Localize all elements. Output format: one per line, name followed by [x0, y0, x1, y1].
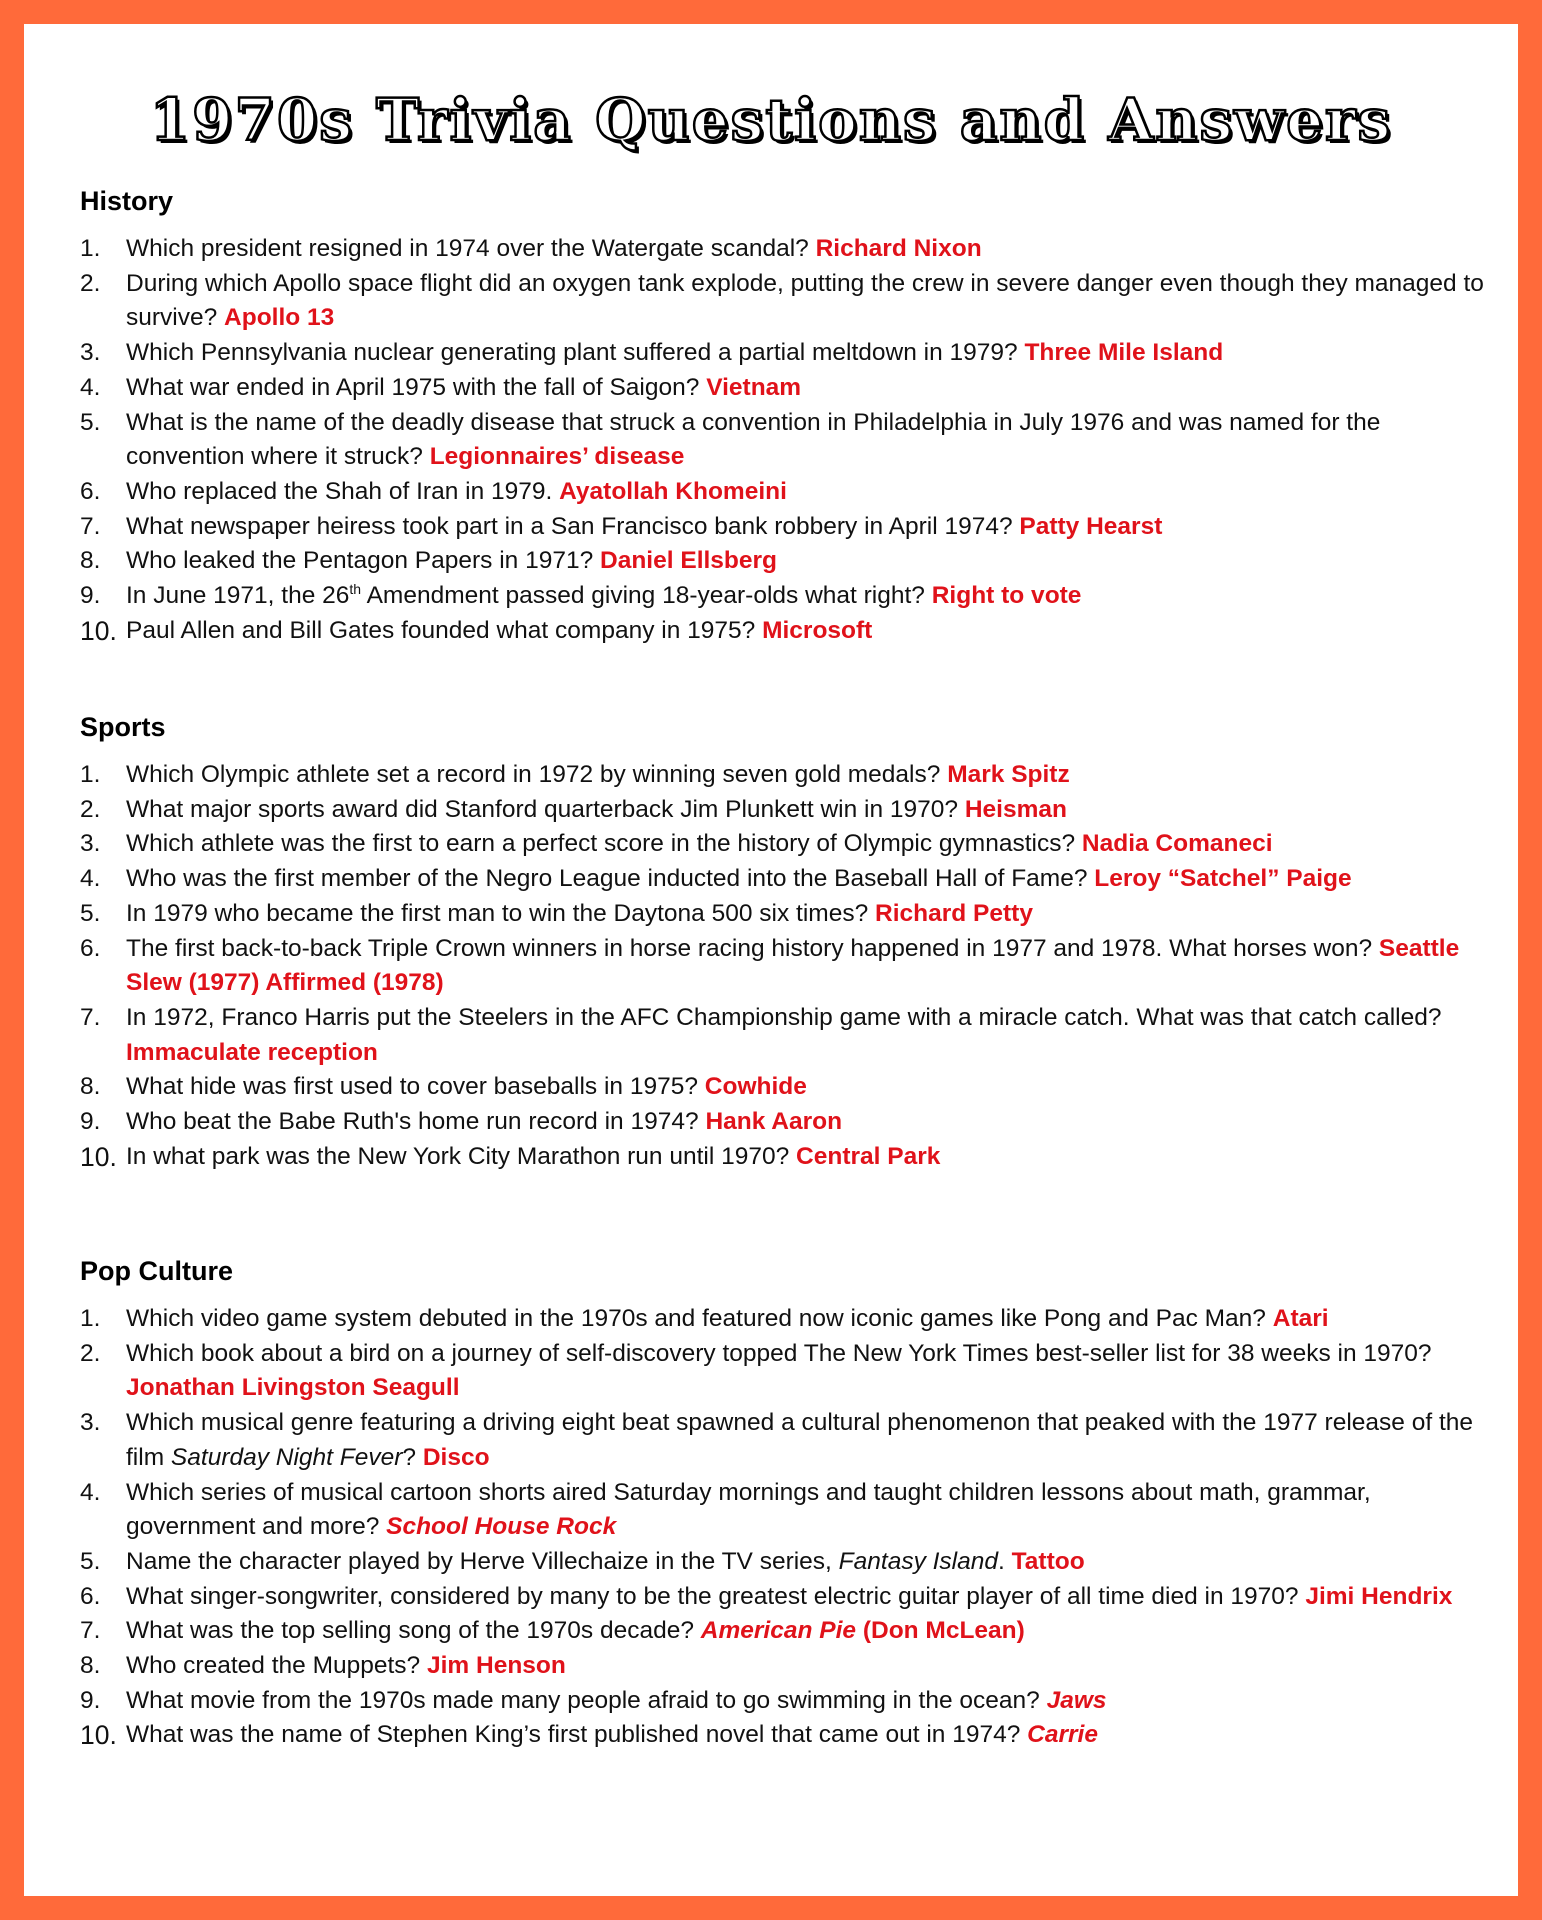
question-number: 1. — [80, 235, 101, 262]
answer-text: Atari — [1272, 1305, 1329, 1332]
question-list — [80, 232, 1490, 648]
question-number: 6. — [80, 477, 101, 505]
answer-text: Disco — [422, 1443, 490, 1471]
answer-text: Central Park — [796, 1142, 941, 1170]
question-text: ? — [402, 1443, 423, 1471]
answer-text: Heisman — [964, 795, 1067, 823]
answer-text: Ayatollah Khomeini — [559, 477, 787, 505]
question-number: 2. — [80, 269, 101, 297]
question-list — [80, 1302, 1490, 1753]
question-text: th — [349, 580, 362, 597]
answer-text: Immaculate reception — [126, 1038, 378, 1066]
answer-text: Microsoft — [762, 616, 873, 644]
question-number: 1. — [80, 761, 101, 788]
question-item — [80, 1105, 1490, 1140]
answer-text: Three Mile Island — [1024, 339, 1224, 367]
question-number: 10. — [80, 615, 117, 646]
question-item — [80, 544, 1490, 579]
question-number: 5. — [80, 899, 101, 927]
question-text: What hide was first used to cover baseballs in 1975? — [126, 1073, 705, 1101]
question-number: 6. — [80, 1582, 101, 1610]
question-text: What was the top selling song of the 1970s decade? — [126, 1617, 701, 1645]
question-number: 1. — [80, 1305, 101, 1332]
question-item — [80, 1070, 1490, 1105]
question-number: 5. — [80, 1547, 101, 1575]
section-history — [80, 182, 1490, 648]
question-number: 3. — [80, 339, 101, 367]
question-text: Which president resigned in 1974 over the Watergate scandal? — [126, 235, 816, 262]
question-number: 3. — [80, 1409, 101, 1437]
answer-text: Richard Nixon — [815, 235, 982, 262]
question-text: Who replaced the Shah of Iran in 1979. — [126, 477, 560, 505]
question-text: Which musical genre featuring a driving eight beat spawned a cultural phenomenon that peaked with the 1977 release of the film — [126, 1409, 1473, 1471]
question-text: Fantasy Island — [838, 1547, 999, 1575]
question-item — [80, 614, 1490, 649]
question-text: . — [998, 1547, 1012, 1575]
answer-text: Right to vote — [931, 582, 1082, 610]
answer-text: Jonathan Livingston Seagull — [126, 1374, 460, 1402]
question-item — [80, 371, 1490, 406]
section-sports — [80, 708, 1490, 1174]
answer-text: Legionnaires’ disease — [429, 443, 685, 471]
answer-text: Seattle Slew (1977) Affirmed (1978) — [126, 934, 1460, 997]
question-text: Which video game system debuted in the 1970s and featured now iconic games like Pong and Pac Man? — [126, 1305, 1273, 1332]
question-text: During which Apollo space flight did an oxygen tank explode, putting the crew in severe danger even though they managed to survive? — [126, 269, 1484, 332]
question-text: What newspaper heiress took part in a San Francisco bank robbery in April 1974? — [126, 512, 1020, 540]
question-text: Which Olympic athlete set a record in 1972 by winning seven gold medals? — [126, 761, 948, 788]
question-number: 4. — [80, 865, 101, 893]
answer-text: Daniel Ellsberg — [600, 547, 778, 575]
question-item — [80, 827, 1490, 862]
question-text: Which book about a bird on a journey of self-discovery topped The New York Times best-seller list for 38 weeks in 1970? — [126, 1339, 1432, 1367]
question-text: What singer-songwriter, considered by many to be the greatest electric guitar player of all time died in 1970? — [126, 1582, 1306, 1610]
question-item — [80, 1649, 1490, 1684]
question-item — [80, 1140, 1490, 1175]
question-number: 8. — [80, 1652, 101, 1680]
question-text: Who was the first member of the Negro League inducted into the Baseball Hall of Fame? — [126, 865, 1095, 893]
question-text: Who created the Muppets? — [126, 1652, 427, 1680]
answer-text: Tattoo — [1011, 1547, 1085, 1575]
question-text: The first back-to-back Triple Crown winners in horse racing history happened in 1977 and 1978. What horses won? — [126, 934, 1379, 962]
question-text: Saturday Night Fever — [170, 1443, 403, 1471]
question-item — [80, 1406, 1490, 1475]
answer-text: Cowhide — [704, 1073, 807, 1101]
answer-text: Jaws — [1046, 1686, 1107, 1714]
question-item — [80, 1545, 1490, 1580]
question-number: 5. — [80, 408, 101, 436]
question-text: In what park was the New York City Marathon run until 1970? — [126, 1142, 797, 1170]
answer-text: Apollo 13 — [224, 304, 335, 332]
question-text: In 1972, Franco Harris put the Steelers in the AFC Championship game with a miracle catch. What was that catch called? — [126, 1003, 1442, 1031]
question-item — [80, 267, 1490, 336]
question-number: 10. — [80, 1141, 117, 1172]
question-text: Name the character played by Herve Villechaize in the TV series, — [126, 1547, 839, 1575]
answer-text: Leroy “Satchel” Paige — [1094, 865, 1352, 893]
question-number: 3. — [80, 830, 101, 858]
question-number: 9. — [80, 1108, 101, 1136]
question-item — [80, 1684, 1490, 1719]
answer-text: Richard Petty — [875, 899, 1033, 927]
question-item — [80, 1001, 1490, 1070]
question-text: Which Pennsylvania nuclear generating plant suffered a partial meltdown in 1979? — [126, 339, 1025, 367]
question-text: What movie from the 1970s made many people afraid to go swimming in the ocean? — [126, 1686, 1047, 1714]
question-number: 7. — [80, 1003, 101, 1031]
question-item — [80, 1337, 1490, 1406]
answer-text: School House Rock — [386, 1513, 617, 1541]
question-number: 8. — [80, 547, 101, 575]
answer-text: Mark Spitz — [947, 761, 1070, 788]
question-text: Who beat the Babe Ruth's home run record in 1974? — [126, 1108, 706, 1136]
answer-text: Patty Hearst — [1019, 512, 1163, 540]
answer-text: American Pie — [700, 1617, 857, 1645]
question-item — [80, 1476, 1490, 1545]
question-item — [80, 897, 1490, 932]
page-title: 1970s Trivia Questions and Answers — [149, 86, 1393, 154]
question-item — [80, 475, 1490, 510]
question-text: Paul Allen and Bill Gates founded what company in 1975? — [126, 616, 763, 644]
question-text: Amendment passed giving 18-year-olds what right? — [361, 582, 932, 610]
question-list — [80, 758, 1490, 1174]
section-title: History — [80, 186, 174, 216]
question-item — [80, 579, 1490, 614]
question-item — [80, 232, 1490, 267]
question-number: 8. — [80, 1073, 101, 1101]
answer-text: (Don McLean) — [856, 1617, 1025, 1645]
question-text: What was the name of Stephen King’s first published novel that came out in 1974? — [126, 1721, 1028, 1749]
answer-text: Vietnam — [706, 373, 802, 401]
question-number: 2. — [80, 795, 101, 823]
question-text: In June 1971, the 26 — [126, 582, 350, 610]
question-item — [80, 1614, 1490, 1649]
question-text: Who leaked the Pentagon Papers in 1971? — [126, 547, 601, 575]
question-item — [80, 1302, 1490, 1337]
question-number: 2. — [80, 1339, 101, 1367]
trivia-page — [24, 24, 1518, 1896]
answer-text: Hank Aaron — [705, 1108, 843, 1136]
answer-text: Jim Henson — [426, 1652, 566, 1680]
question-number: 6. — [80, 934, 101, 962]
question-item — [80, 862, 1490, 897]
question-item — [80, 758, 1490, 793]
question-item — [80, 406, 1490, 475]
question-text: Which athlete was the first to earn a perfect score in the history of Olympic gymnastics? — [126, 830, 1082, 858]
question-text: What war ended in April 1975 with the fall of Saigon? — [126, 373, 707, 401]
question-item — [80, 793, 1490, 828]
question-number: 4. — [80, 373, 101, 401]
section-title: Sports — [80, 712, 166, 742]
question-text: Which series of musical cartoon shorts aired Saturday mornings and taught children lessons about math, grammar, government and more? — [126, 1478, 1371, 1541]
question-item — [80, 336, 1490, 371]
question-text: What major sports award did Stanford quarterback Jim Plunkett win in 1970? — [126, 795, 965, 823]
question-number: 9. — [80, 582, 101, 610]
question-item — [80, 1718, 1490, 1753]
question-item — [80, 1580, 1490, 1615]
section-pop-culture — [80, 1252, 1490, 1753]
question-item — [80, 932, 1490, 1001]
question-number: 10. — [80, 1720, 117, 1751]
answer-text: Carrie — [1027, 1721, 1098, 1749]
section-title: Pop Culture — [80, 1256, 233, 1286]
question-number: 7. — [80, 512, 101, 540]
question-item — [80, 510, 1490, 545]
question-text: What is the name of the deadly disease that struck a convention in Philadelphia in July 1976 and was named for the convention where it struck? — [126, 408, 1381, 471]
question-number: 4. — [80, 1478, 101, 1506]
answer-text: Nadia Comaneci — [1081, 830, 1273, 858]
question-number: 9. — [80, 1686, 101, 1714]
answer-text: Jimi Hendrix — [1305, 1582, 1453, 1610]
question-number: 7. — [80, 1617, 101, 1645]
question-text: In 1979 who became the first man to win the Daytona 500 six times? — [126, 899, 876, 927]
